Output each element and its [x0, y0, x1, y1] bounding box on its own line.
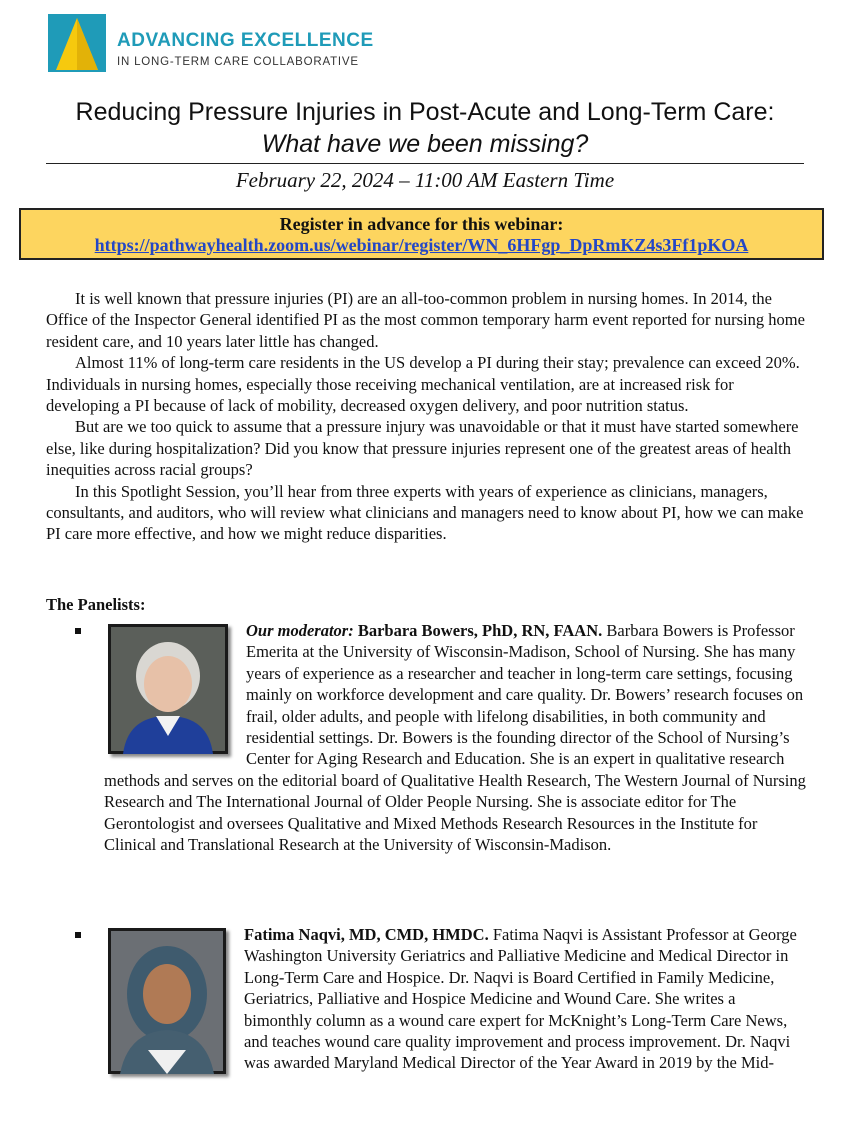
logo-triangle-icon	[48, 14, 106, 72]
intro-paragraph: In this Spotlight Session, you’ll hear from three experts with years of experience as clinicians, managers, consultants, and auditors, who will review what clinicians and managers need to know about PI, how we can make PI care more effective, and how we might reduce disparities.	[46, 481, 804, 544]
organization-logo	[48, 14, 374, 74]
intro-paragraph: It is well known that pressure injuries (PI) are an all-too-common problem in nursing homes. In 2014, the Office of the Inspector General identified PI as the most common temporary harm event reported for nursing home resident care, and 10 years later little has changed.	[46, 289, 805, 351]
panelist-bio: Barbara Bowers is Professor Emerita at the University of Wisconsin-Madison, School of Nursing. She has many years of experience as a researcher and teacher in long-term care settings, focusing mainly on workforce development and care quality. Dr. Bowers’ research focuses on frail, older adults, and people with lifelong disabilities, in both community and residential settings. Dr. Bowers is the founding director of the School of Nursing’s Center for Aging Research and Education. She is an expert in qualitative research methods and serves on the editorial board of Qualitative Health Research, The Western Journal of Nursing Research and The International Journal of Older People Nursing. She is associate editor for The Gerontologist and oversees Qualitative and Mixed Methods Research Resources in the Institute for Clinical and Translational Research at the University of Wisconsin-Madison.	[104, 621, 806, 855]
logo-subtitle: IN LONG-TERM CARE COLLABORATIVE	[117, 56, 359, 68]
registration-heading: Register in advance for this webinar:	[279, 214, 564, 234]
bullet-icon	[75, 932, 81, 938]
title-line-2: What have we been missing?	[261, 130, 589, 158]
panelist-role: Our moderator:	[246, 621, 354, 640]
intro-paragraph: But are we too quick to assume that a pressure injury was unavoidable or that it must have started somewhere else, like during hospitalization? Did you know that pressure injuries represent one of the greatest areas of health inequities across racial groups?	[46, 417, 799, 480]
panelist-bio: Fatima Naqvi is Assistant Professor at George Washington University Geriatrics and Palliative Medicine and Medical Director in Long-Term Care and Hospice. Dr. Naqvi is Board Certified in Family Medicine, Geriatrics, Palliative and Hospice Medicine and Wound Care. She writes a bimonthly column as a wound care expert for McKnight’s Long-Term Care News, and teaches wound care quality improvement and process improvement. Dr. Naqvi was awarded Maryland Medical Director of the Year Award in 2019 by the Mid-	[244, 925, 797, 1073]
intro-paragraph: Almost 11% of long-term care residents in the US develop a PI during their stay; prevalence can exceed 20%. Individuals in nursing homes, especially those receiving mechanical ventilation, are at increased risk for developing a PI because of lack of mobility, decreased oxygen delivery, and poor nutrition status.	[46, 353, 800, 416]
bullet-icon	[75, 628, 81, 634]
panelist-photo	[108, 624, 228, 754]
panelist-name: Barbara Bowers, PhD, RN, FAAN.	[357, 621, 603, 640]
logo-title: ADVANCING EXCELLENCE	[117, 30, 374, 51]
event-date: February 22, 2024 – 11:00 AM Eastern Time	[235, 168, 615, 192]
panelist-photo	[108, 928, 226, 1074]
panelists-heading: The Panelists:	[46, 595, 146, 614]
registration-box	[19, 208, 824, 260]
panelist-item	[46, 924, 806, 1076]
page-title	[0, 96, 850, 160]
title-divider	[46, 163, 804, 164]
panelist-name: Fatima Naqvi, MD, CMD, HMDC.	[244, 925, 489, 944]
intro-text	[46, 288, 806, 545]
title-line-1: Reducing Pressure Injuries in Post-Acute and Long-Term Care:	[75, 98, 775, 126]
registration-link[interactable]: https://pathwayhealth.zoom.us/webinar/register/WN_6HFgp_DpRmKZ4s3Ff1pKOA	[94, 235, 749, 255]
panelist-item	[46, 620, 806, 855]
